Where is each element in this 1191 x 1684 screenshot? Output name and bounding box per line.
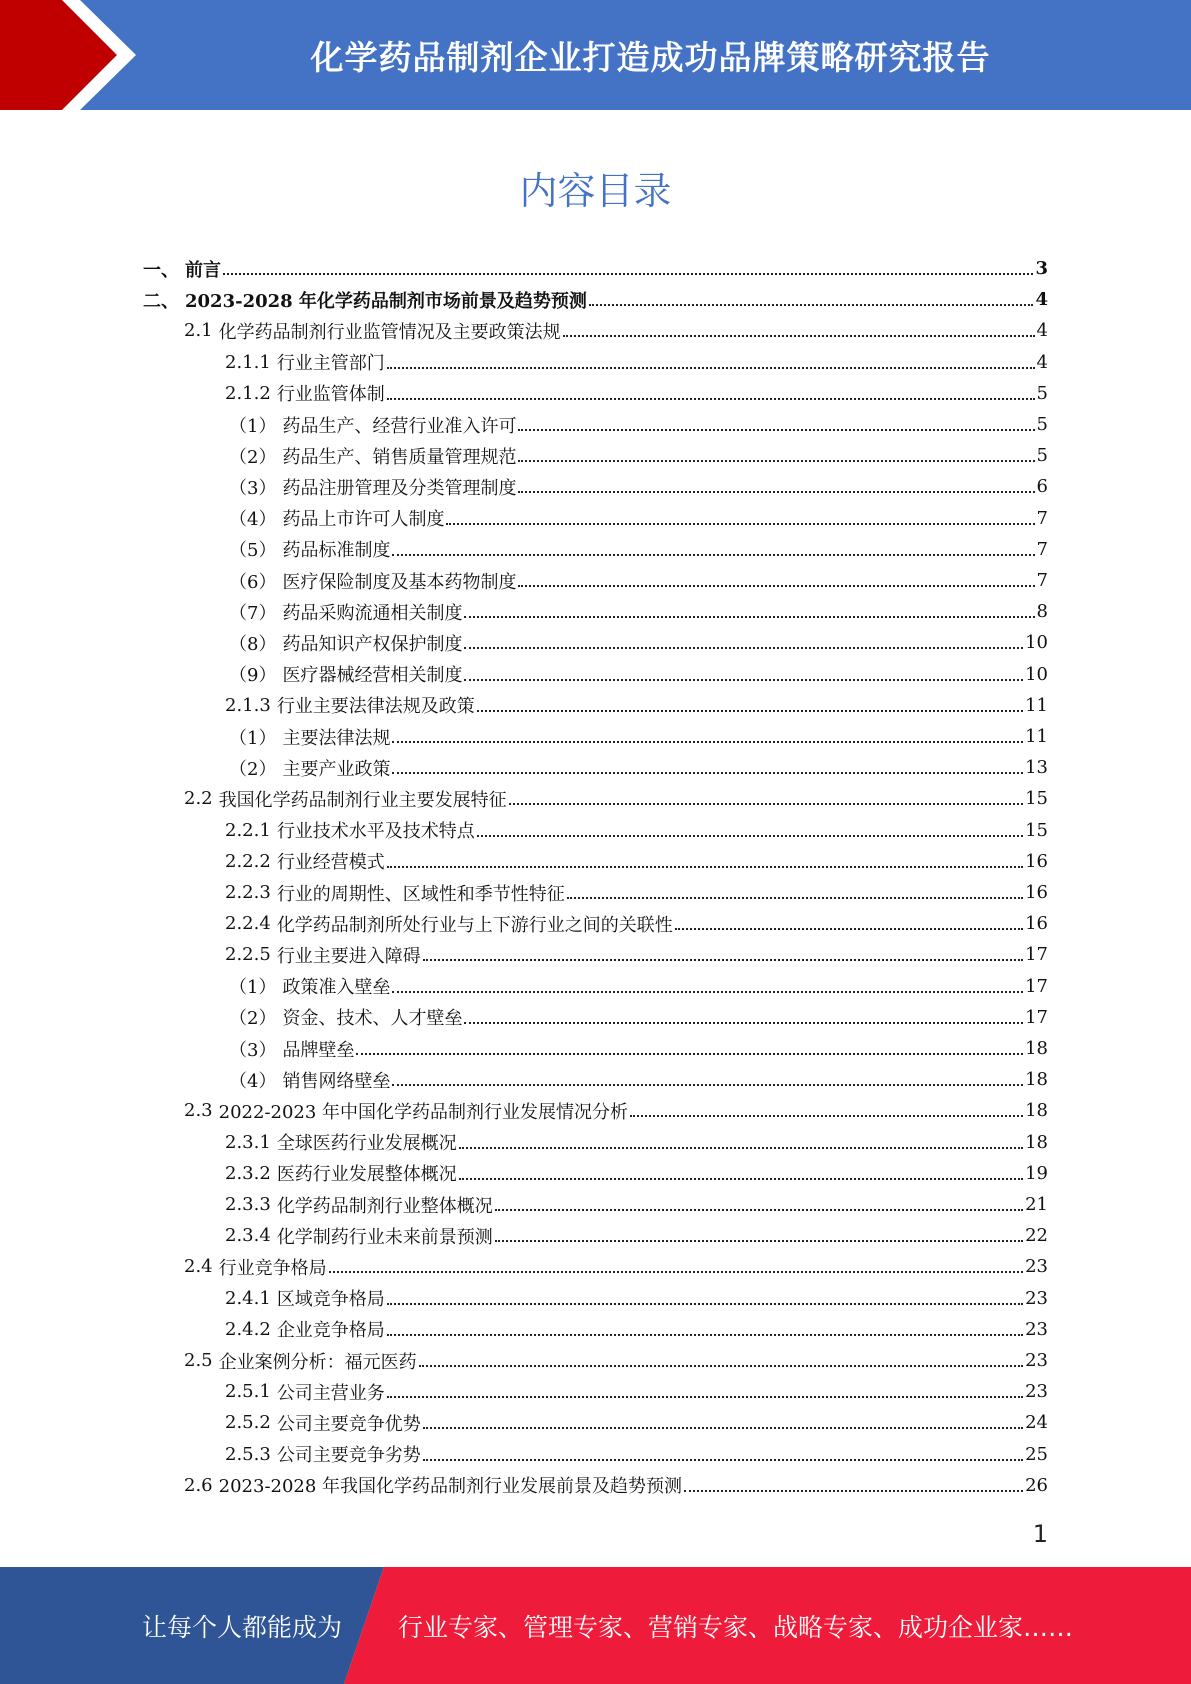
toc-entry-title: 药品上市许可人制度 xyxy=(282,509,445,531)
toc-entry-number: 一、 xyxy=(143,259,179,281)
toc-dot-leader xyxy=(563,334,1035,337)
toc-entry[interactable] xyxy=(225,1314,1048,1345)
toc-dot-leader xyxy=(477,834,1023,837)
toc-dot-leader xyxy=(392,990,1023,993)
toc-dot-leader xyxy=(464,646,1023,649)
toc-entry-title: 行业监管体制 xyxy=(276,384,385,406)
toc-entry-number: 2.2.5 xyxy=(225,944,271,966)
toc-entry-page: 4 xyxy=(1036,351,1048,373)
toc-entry[interactable] xyxy=(225,1158,1048,1189)
toc-dot-leader xyxy=(567,896,1023,899)
toc-entry-title: 主要法律法规 xyxy=(282,727,391,749)
toc-dot-leader xyxy=(387,1395,1023,1398)
report-title: 化学药品制剂企业打造成功品牌策略研究报告 xyxy=(310,37,991,77)
toc-entry-page: 18 xyxy=(1025,1038,1048,1059)
toc-entry-title: 医疗保险制度及基本药物制度 xyxy=(282,571,517,593)
toc-entry-page: 6 xyxy=(1036,476,1048,498)
toc-entry[interactable] xyxy=(229,627,1048,658)
toc-entry[interactable] xyxy=(229,721,1048,752)
footer-banner xyxy=(0,1567,1191,1684)
toc-entry-number: （2） xyxy=(229,758,277,780)
toc-dot-leader xyxy=(329,1270,1023,1273)
toc-entry-title: 医药行业发展整体概况 xyxy=(276,1164,457,1186)
toc-entry-page: 7 xyxy=(1036,507,1048,529)
toc-dot-leader xyxy=(223,272,1033,275)
toc-entry-title: 药品生产、销售质量管理规范 xyxy=(282,446,517,468)
toc-entry-title: 行业主管部门 xyxy=(276,353,385,375)
toc-entry-number: 2.2.3 xyxy=(225,882,271,903)
toc-entry-page: 23 xyxy=(1025,1318,1048,1340)
toc-entry-number: （3） xyxy=(229,1039,277,1061)
toc-entry-title: 药品生产、经营行业准入许可 xyxy=(282,415,517,437)
toc-dot-leader xyxy=(518,490,1034,493)
toc-entry[interactable] xyxy=(225,1283,1048,1314)
toc-dot-leader xyxy=(459,1146,1023,1149)
toc-entry-page: 11 xyxy=(1025,694,1048,716)
toc-entry-title: 资金、技术、人才壁垒 xyxy=(282,1008,463,1030)
toc-entry[interactable] xyxy=(225,347,1048,378)
toc-entry-title: 行业的周期性、区域性和季节性特征 xyxy=(276,883,565,905)
toc-entry[interactable] xyxy=(229,440,1048,471)
toc-entry-title: 行业竞争格局 xyxy=(218,1257,327,1279)
toc-entry[interactable] xyxy=(229,1064,1048,1095)
toc-entry-page: 11 xyxy=(1025,726,1048,747)
toc-dot-leader xyxy=(464,615,1034,618)
toc-entry[interactable] xyxy=(225,1220,1048,1251)
toc-entry-title: 药品知识产权保护制度 xyxy=(282,633,463,655)
footer-slogan-left: 让每个人都能成为 xyxy=(142,1612,343,1642)
toc-entry-title: 2022-2023 年中国化学药品制剂行业发展情况分析 xyxy=(218,1101,629,1123)
toc-entry-number: 2.6 xyxy=(184,1474,213,1496)
toc-dot-leader xyxy=(684,1489,1023,1492)
toc-dot-leader xyxy=(387,1333,1023,1336)
toc-entry-title: 主要产业政策 xyxy=(282,758,391,780)
toc-entry-number: 2.1.1 xyxy=(225,351,271,373)
toc-entry-page: 10 xyxy=(1025,663,1048,685)
toc-entry-page: 23 xyxy=(1025,1256,1048,1278)
toc-entry[interactable] xyxy=(229,565,1048,596)
toc-entry-number: 2.3.2 xyxy=(225,1162,271,1184)
toc-entry-number: 2.5 xyxy=(184,1350,213,1371)
toc-entry-number: （5） xyxy=(229,540,277,562)
toc-entry-number: 2.2.4 xyxy=(225,913,271,935)
toc-entry-page: 17 xyxy=(1025,944,1048,966)
toc-dot-leader xyxy=(392,1083,1023,1086)
toc-entry-number: （2） xyxy=(229,1008,277,1030)
toc-entry-page: 5 xyxy=(1036,445,1048,467)
toc-entry[interactable] xyxy=(225,1127,1048,1158)
toc-dot-leader xyxy=(387,865,1023,868)
toc-dot-leader xyxy=(518,459,1034,462)
toc-entry-number: 2.1 xyxy=(184,320,213,342)
toc-entry-page: 13 xyxy=(1025,757,1048,779)
toc-dot-leader xyxy=(423,958,1023,961)
toc-entry-number: 2.2.1 xyxy=(225,819,271,841)
toc-entry-number: （1） xyxy=(229,415,277,437)
toc-entry-title: 药品注册管理及分类管理制度 xyxy=(282,477,517,499)
toc-entry-title: 行业主要进入障碍 xyxy=(276,945,421,967)
toc-entry-number: （4） xyxy=(229,1070,277,1092)
toc-entry-number: 2.3.1 xyxy=(225,1131,271,1153)
toc-entry-page: 16 xyxy=(1025,913,1048,935)
toc-entry-number: 2.1.3 xyxy=(225,694,271,716)
toc-entry-title: 品牌壁垒 xyxy=(282,1039,355,1061)
toc-entry[interactable] xyxy=(225,908,1048,939)
toc-entry-page: 19 xyxy=(1025,1162,1048,1184)
toc-dot-leader xyxy=(446,522,1034,525)
toc-entry-page: 8 xyxy=(1036,601,1048,623)
toc-entry[interactable] xyxy=(229,503,1048,534)
toc-entry[interactable] xyxy=(229,1002,1048,1033)
toc-entry-number: （4） xyxy=(229,509,277,531)
toc-dot-leader xyxy=(630,1114,1023,1117)
toc-entry[interactable] xyxy=(229,471,1048,502)
toc-entry-page: 4 xyxy=(1036,320,1048,342)
toc-entry-page: 18 xyxy=(1025,1069,1048,1091)
toc-entry-title: 化学制药行业未来前景预测 xyxy=(276,1226,493,1248)
toc-dot-leader xyxy=(509,802,1023,805)
toc-entry-page: 5 xyxy=(1036,414,1048,435)
toc-entry[interactable] xyxy=(229,1033,1048,1064)
toc-entry[interactable] xyxy=(229,752,1048,783)
toc-entry-number: （7） xyxy=(229,602,277,624)
toc-entry-title: 公司主要竞争优势 xyxy=(276,1413,421,1435)
header-banner xyxy=(0,0,1191,110)
toc-entry[interactable] xyxy=(229,596,1048,627)
toc-entry-page: 3 xyxy=(1035,258,1048,279)
toc-entry-page: 22 xyxy=(1025,1225,1048,1247)
toc-entry[interactable] xyxy=(184,1095,1048,1126)
toc-dot-leader xyxy=(589,303,1034,306)
footer-slogan-right: 行业专家、管理专家、营销专家、战略专家、成功企业家…… xyxy=(398,1612,1074,1642)
toc-entry-page: 7 xyxy=(1036,570,1048,591)
toc-dot-leader xyxy=(423,1426,1023,1429)
chevron-arrow-icon xyxy=(0,0,160,110)
toc-entry[interactable] xyxy=(225,1376,1048,1407)
toc-entry-number: 2.2.2 xyxy=(225,850,271,872)
toc-dot-leader xyxy=(392,553,1034,556)
toc-entry-title: 药品采购流通相关制度 xyxy=(282,602,463,624)
toc-entry-page: 10 xyxy=(1025,632,1048,654)
toc-heading: 内容目录 xyxy=(519,169,672,213)
toc-entry[interactable] xyxy=(225,815,1048,846)
toc-entry-page: 17 xyxy=(1025,1006,1048,1028)
toc-dot-leader xyxy=(356,1052,1023,1055)
toc-entry[interactable] xyxy=(225,939,1048,970)
toc-entry[interactable] xyxy=(225,877,1048,908)
toc-entry-title: 企业竞争格局 xyxy=(276,1320,385,1342)
toc-dot-leader xyxy=(387,1302,1023,1305)
toc-entry-title: 行业经营模式 xyxy=(276,852,385,874)
toc-entry-number: 2.5.3 xyxy=(225,1443,271,1465)
page-number: 1 xyxy=(1032,1520,1048,1548)
toc-entry-page: 16 xyxy=(1025,850,1048,872)
toc-entry-page: 17 xyxy=(1025,975,1048,997)
toc-entry-number: 2.5.1 xyxy=(225,1381,271,1403)
toc-entry-number: （3） xyxy=(229,477,277,499)
toc-entry-page: 23 xyxy=(1025,1350,1048,1371)
toc-entry[interactable] xyxy=(225,846,1048,877)
toc-entry[interactable] xyxy=(229,534,1048,565)
toc-entry-page: 24 xyxy=(1025,1412,1048,1434)
toc-entry[interactable] xyxy=(184,783,1048,814)
toc-entry-page: 18 xyxy=(1025,1131,1048,1153)
toc-entry[interactable] xyxy=(143,284,1048,315)
toc-dot-leader xyxy=(464,1021,1023,1024)
toc-dot-leader xyxy=(423,1458,1023,1461)
toc-entry[interactable] xyxy=(184,1251,1048,1282)
toc-dot-leader xyxy=(419,1364,1023,1367)
toc-entry-page: 21 xyxy=(1025,1194,1048,1215)
toc-entry-page: 23 xyxy=(1025,1381,1048,1403)
toc-entry-title: 公司主营业务 xyxy=(276,1382,385,1404)
toc-dot-leader xyxy=(518,584,1034,587)
toc-entry-title: 2023-2028 年化学药品制剂市场前景及趋势预测 xyxy=(185,290,587,312)
toc-dot-leader xyxy=(387,366,1035,369)
toc-entry-number: 2.2 xyxy=(184,788,213,810)
toc-entry-title: 公司主要竞争劣势 xyxy=(276,1445,421,1467)
toc-entry-page: 18 xyxy=(1025,1100,1048,1122)
toc-entry[interactable] xyxy=(225,378,1048,409)
toc-entry-title: 全球医药行业发展概况 xyxy=(276,1133,457,1155)
toc-dot-leader xyxy=(477,709,1023,712)
toc-entry-number: 2.3 xyxy=(184,1100,213,1122)
toc-dot-leader xyxy=(387,397,1035,400)
toc-entry-page: 16 xyxy=(1025,882,1048,903)
toc-entry-page: 23 xyxy=(1025,1287,1048,1309)
toc-entry-title: 医疗器械经营相关制度 xyxy=(282,665,463,687)
toc-entry-number: 2.4 xyxy=(184,1256,213,1278)
toc-entry-title: 药品标准制度 xyxy=(282,540,391,562)
toc-entry-number: （9） xyxy=(229,665,277,687)
toc-entry-number: （1） xyxy=(229,977,277,999)
toc-entry-number: 二、 xyxy=(143,290,179,312)
toc-entry-page: 25 xyxy=(1025,1443,1048,1465)
toc-dot-leader xyxy=(464,678,1023,681)
toc-dot-leader xyxy=(495,1208,1023,1211)
toc-entry-title: 我国化学药品制剂行业主要发展特征 xyxy=(218,789,507,811)
toc-entry[interactable] xyxy=(225,1439,1048,1470)
toc-entry-title: 政策准入壁垒 xyxy=(282,977,391,999)
toc-dot-leader xyxy=(392,771,1023,774)
toc-entry-number: （1） xyxy=(229,727,277,749)
toc-entry-page: 15 xyxy=(1025,788,1048,810)
toc-entry-number: 2.3.3 xyxy=(225,1194,271,1215)
toc-entry-title: 区域竞争格局 xyxy=(276,1289,385,1311)
toc-dot-leader xyxy=(675,927,1023,930)
toc-entry[interactable] xyxy=(229,659,1048,690)
toc-entry-page: 7 xyxy=(1036,538,1048,560)
toc-entry-title: 企业案例分析：福元医药 xyxy=(218,1351,417,1373)
toc-entry[interactable] xyxy=(229,971,1048,1002)
toc-entry-title: 行业主要法律法规及政策 xyxy=(276,696,475,718)
toc-entry[interactable] xyxy=(184,1470,1048,1501)
toc-dot-leader xyxy=(518,428,1034,431)
toc-entry-title: 化学药品制剂行业整体概况 xyxy=(276,1195,493,1217)
toc-entry[interactable] xyxy=(225,1407,1048,1438)
toc-entry-page: 15 xyxy=(1025,819,1048,841)
toc-entry-title: 2023-2028 年我国化学药品制剂行业发展前景及趋势预测 xyxy=(218,1476,683,1498)
toc-entry-title: 前言 xyxy=(185,259,221,281)
toc-entry-page: 4 xyxy=(1035,289,1048,311)
toc-dot-leader xyxy=(392,740,1023,743)
toc-entry-number: （6） xyxy=(229,571,277,593)
toc-entry-number: （8） xyxy=(229,633,277,655)
toc-entry-title: 化学药品制剂所处行业与上下游行业之间的关联性 xyxy=(276,914,673,936)
toc-entry-number: （2） xyxy=(229,446,277,468)
toc-entry-number: 2.5.2 xyxy=(225,1412,271,1434)
toc-dot-leader xyxy=(459,1177,1023,1180)
toc-entry[interactable] xyxy=(229,409,1048,440)
toc-entry-number: 2.1.2 xyxy=(225,382,271,404)
toc-entry-title: 行业技术水平及技术特点 xyxy=(276,821,475,843)
toc-entry-title: 销售网络壁垒 xyxy=(282,1070,391,1092)
toc-entry-number: 2.4.1 xyxy=(225,1287,271,1309)
toc-entry[interactable] xyxy=(184,315,1048,346)
toc-entry-title: 化学药品制剂行业监管情况及主要政策法规 xyxy=(218,321,561,343)
toc-entry[interactable] xyxy=(184,1345,1048,1376)
toc-entry-number: 2.3.4 xyxy=(225,1225,271,1247)
toc-entry[interactable] xyxy=(225,1189,1048,1220)
toc-entry[interactable] xyxy=(225,690,1048,721)
toc-entry[interactable] xyxy=(143,253,1048,284)
toc-entry-page: 5 xyxy=(1036,382,1048,404)
toc-entry-page: 26 xyxy=(1025,1474,1048,1496)
toc-dot-leader xyxy=(495,1239,1023,1242)
toc-entry-number: 2.4.2 xyxy=(225,1318,271,1340)
